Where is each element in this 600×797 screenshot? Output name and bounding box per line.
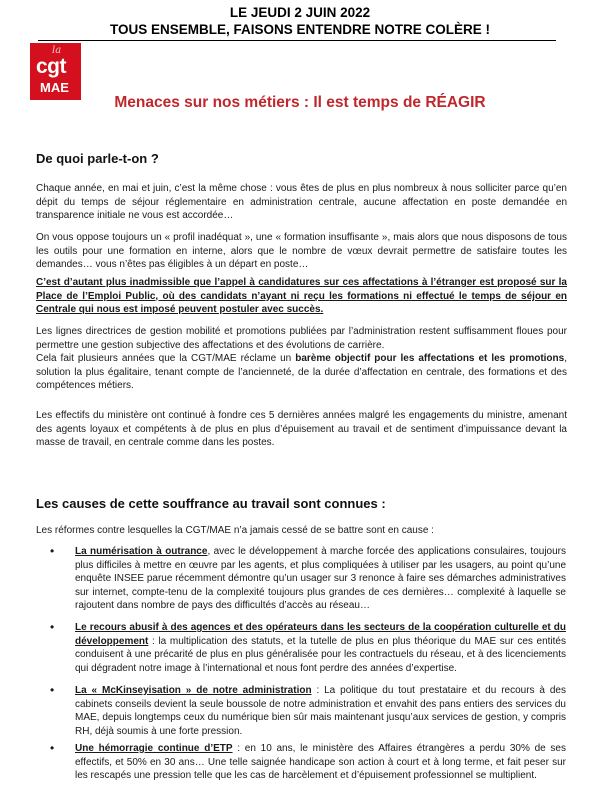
paragraph-4: Les lignes directrices de gestion mobilité et promotions publiées par l’administration restent suffisamment floues pour permettre une gestion subjective des affectations et des évolutions de carrière.: [36, 326, 567, 351]
causes-intro: Les réformes contre lesquelles la CGT/MAE n’a jamais cessé de se battre sont en cause :: [36, 525, 434, 536]
paragraph-5-start: Cela fait plusieurs années que la CGT/MAE réclame un: [36, 353, 296, 364]
section-heading-causes: Les causes de cette souffrance au travail sont connues :: [36, 496, 386, 511]
page-title: Menaces sur nos métiers : Il est temps de RÉAGIR: [114, 94, 486, 111]
logo-sub-text: MAE: [40, 80, 69, 95]
list-item-digitalisation: [75, 545, 566, 613]
list-item-lead: Le recours abusif à des agences et des opérateurs dans les secteurs de la coopération culturelle et du développement: [75, 622, 566, 647]
paragraph-1: Chaque année, en mai et juin, c’est la même chose : vous êtes de plus en plus nombreux à nous solliciter parce qu’en dépit du temps de séjour réglementaire en administration centrale, aucune affectation en poste demandée en transparence initiale ne vous est accordée…: [36, 183, 567, 222]
bullet-marker: •: [50, 620, 55, 634]
paragraph-3-emphasis: C’est d’autant plus inadmissible que l’appel à candidatures sur ces affectations à l’étranger est proposé sur la Place de l’Emploi Public, où des candidats n’ayant ni reçu les formations ni effectué le temps de séjour en Centrale qui nous est imposé peuvent postuler avec succès.: [36, 277, 567, 316]
paragraph-5-end: , solution la plus égalitaire, tenant compte de l’ancienneté, de la durée d’affectation en centrale, des formations et des compétences métiers.: [36, 353, 567, 392]
paragraph-5-emphasis: barème objectif pour les affectations et les promotions: [295, 353, 565, 364]
bullet-marker: •: [50, 544, 55, 558]
slogan-line: TOUS ENSEMBLE, FAISONS ENTENDRE NOTRE COLÈRE !: [109, 22, 491, 37]
section-heading-context: De quoi parle-t-on ?: [36, 151, 159, 166]
document-header: [0, 4, 600, 38]
list-item-lead: Une hémorragie continue d’ETP: [75, 743, 233, 754]
list-item-text: , avec le développement à marche forcée des applications consulaires, toujours plus difficiles à mettre en œuvre par les agents, et plus compliquées à utiliser par les usagers, au point qu’une enquête INSEE parue récemment démontre qu’un usager sur 3 renonce à faire ses démarches administratives sur internet, compte-tenu de la complexité toujours plus grandes de ces dernières… complexité à laquelle se rajoutent dans nombre de pays des difficultés d’accès au réseau…: [75, 546, 567, 612]
logo-small-text: la: [52, 45, 62, 56]
list-item-agencies: [75, 621, 566, 675]
list-item-text: : en 10 ans, le ministère des Affaires étrangères a perdu 30% de ses effectifs, et 50% en 30 ans… Une telle saignée handicape son action à court et à long terme, et fait peser sur les rescapés une pression telle que les cas de harcèlement et d’épuisement professionnel se multiplient.: [75, 743, 566, 782]
bullet-marker: •: [50, 741, 55, 755]
cgt-mae-logo: [30, 43, 81, 100]
list-item-lead: La numérisation à outrance: [75, 546, 208, 557]
list-item-etp: [75, 742, 566, 783]
bullet-marker: •: [50, 683, 55, 697]
date-line: LE JEUDI 2 JUIN 2022: [229, 5, 371, 20]
list-item-text: : La politique du tout prestataire et du recours à des cabinets conseils devient la seule boussole de notre administration et envahit des pans entiers des services du MAE, depuis longtemps ceux du numérique bien sûr mais maintenant jusqu’aux services de gestion, y compris RH, déjà soumis à une forte pression.: [75, 685, 566, 737]
header-divider: [38, 40, 556, 41]
list-item-text: : la multiplication des statuts, et la tutelle de plus en plus théorique du MAE sur ces entités conduisent à une précarité de plus en plus généralisée pour les contractuels du réseau, et à des licenciements qui dégradent notre image à l’international et nous font perdre des années d’expertise.: [75, 635, 566, 674]
paragraph-6: Les effectifs du ministère ont continué à fondre ces 5 dernières années malgré les engagements du ministre, amenant des agents loyaux et compétents à de plus en plus d’épuisement au travail et de sentiment d’impuissance devant la masse de travail, en centrale comme dans les postes.: [36, 410, 567, 449]
list-item-lead: La « McKinseyisation » de notre administration: [75, 685, 312, 696]
logo-main-text: cgt: [36, 55, 66, 78]
list-item-mckinsey: [75, 684, 566, 738]
paragraph-2: On vous oppose toujours un « profil inadéquat », une « formation insuffisante », mais alors que nous disposons de tous les outils pour une formation en interne, alors que le nombre de vœux devrait permettre de satisfaire toutes les demandes… vous n’êtes pas éligibles à un départ en poste…: [36, 232, 567, 271]
paragraph-5: [36, 352, 567, 393]
